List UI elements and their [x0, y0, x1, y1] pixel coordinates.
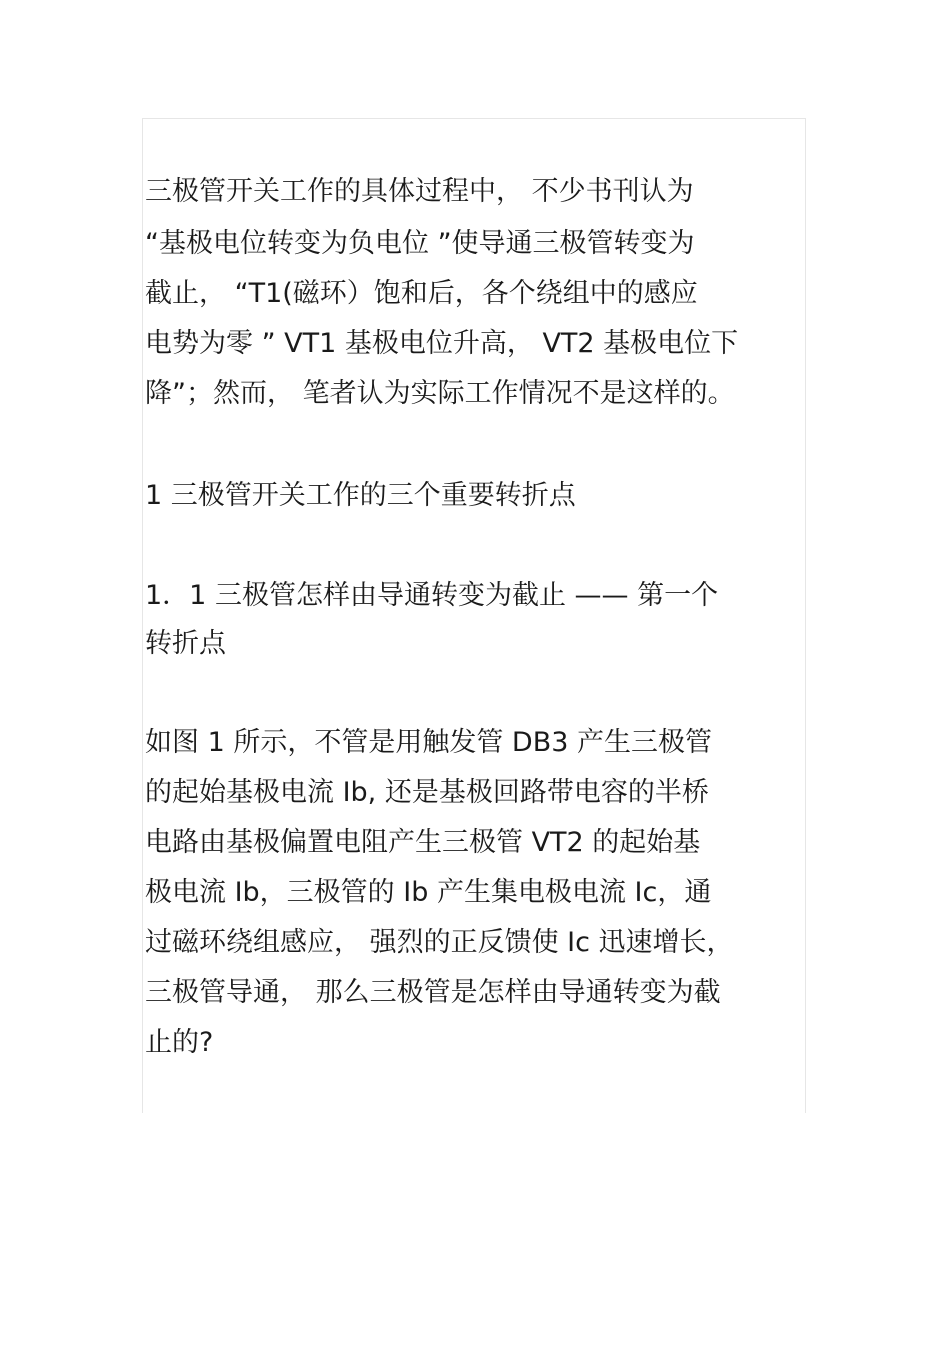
- page-frame: [142, 118, 806, 1113]
- paragraph-1-line-1: 三极管开关工作的具体过程中， 不少书刊认为: [145, 176, 694, 207]
- paragraph-2-line-7: 止的?: [145, 1027, 214, 1058]
- paragraph-2-line-2: 的起始基极电流 Ib, 还是基极回路带电容的半桥: [145, 777, 709, 808]
- paragraph-2-line-1: 如图 1 所示，不管是用触发管 DB3 产生三极管: [145, 727, 712, 758]
- paragraph-2-line-6: 三极管导通， 那么三极管是怎样由导通转变为截: [145, 977, 721, 1008]
- paragraph-1-line-4: 电势为零 ” VT1 基极电位升高， VT2 基极电位下: [145, 328, 739, 359]
- paragraph-2-line-5: 过磁环绕组感应， 强烈的正反馈使 Ic 迅速增长，: [145, 927, 734, 958]
- paragraph-1-line-3: 截止， “T1(磁环）饱和后，各个绕组中的感应: [145, 278, 698, 309]
- section-heading: 1 三极管开关工作的三个重要转折点: [145, 480, 576, 511]
- subsection-heading-line-2: 转折点: [145, 628, 226, 659]
- paragraph-1-line-5: 降”；然而， 笔者认为实际工作情况不是这样的。: [145, 378, 735, 409]
- paragraph-2-line-3: 电路由基极偏置电阻产生三极管 VT2 的起始基: [145, 827, 701, 858]
- paragraph-1-line-2: “基极电位转变为负电位 ”使导通三极管转变为: [145, 228, 695, 259]
- subsection-heading-line-1: 1．1 三极管怎样由导通转变为截止 —— 第一个: [145, 580, 719, 611]
- paragraph-2-line-4: 极电流 Ib，三极管的 Ib 产生集电极电流 Ic，通: [145, 877, 712, 908]
